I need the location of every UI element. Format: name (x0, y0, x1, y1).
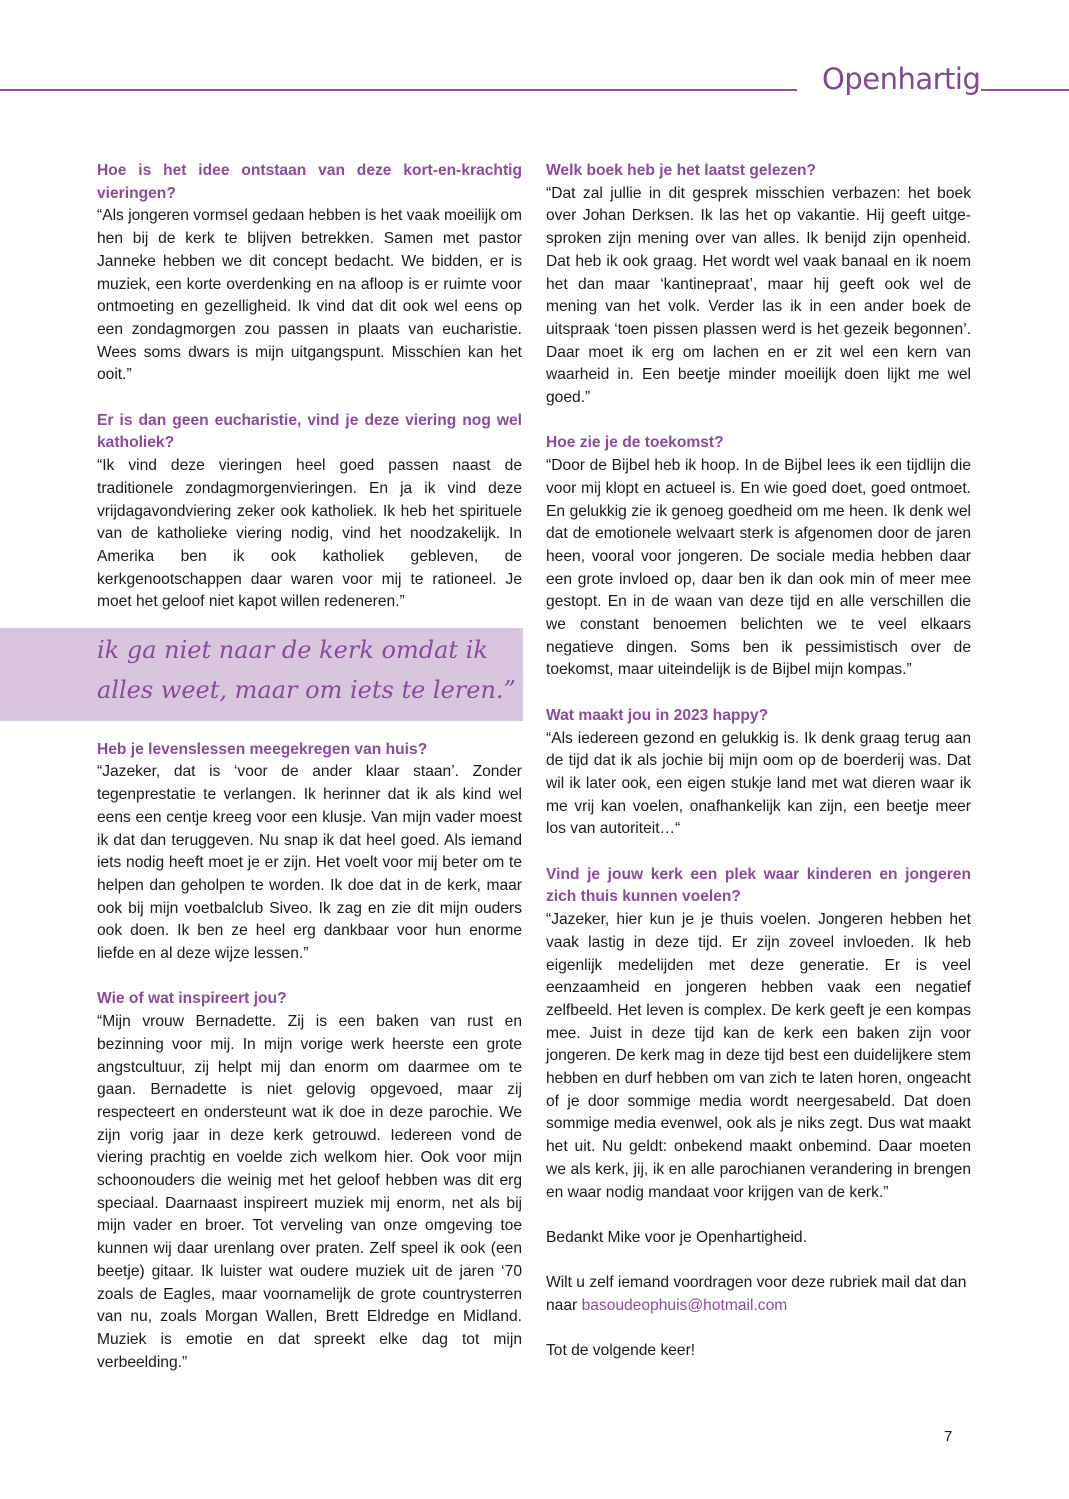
question-heading: Hoe zie je de toekomst? (546, 434, 724, 452)
qa-block (546, 160, 971, 410)
pull-quote-line: ik ga niet naar de kerk omdat ik (97, 636, 488, 664)
email-link[interactable]: basoudeophuis@hotmail.com (581, 1297, 788, 1315)
question-heading: Er is dan geen eucharistie, vind je deze viering nog wel katholiek? (97, 411, 522, 452)
qa-block (97, 410, 522, 614)
pull-quote-line: alles weet, maar om iets te leren.” (97, 676, 516, 704)
qa-block (97, 988, 522, 1374)
page-number: 7 (944, 1428, 953, 1445)
answer-text: “Dat zal jullie in dit gesprek misschien verbazen: het boek over Johan Derksen. Ik las het op vakantie. Hij geeft uitge-sproken zijn mening over van alles. Ik benijd zijn openheid. Dat heb ik ook graag. Het wordt wel vaak banaal en ik noem het dan maar ‘kantinepraat’, maar hij geeft ook wel de mening van het volk. Verder las ik in een ander boek de uitspraak ‘toen pissen plassen werd is het gezeik begonnen’. Daar moet ik erg om lachen en er zit wel een kern van waarheid in. Een beetje minder moeilijk doen lijkt me wel goed.” (546, 184, 971, 407)
answer-text: “Als jongeren vormsel gedaan hebben is het vaak moeilijk om hen bij de kerk te blijven betrekken. Samen met pastor Janneke hebben we dit concept bedacht. We bidden, er is muziek, een korte overdenking en na afloop is er ruimte voor ontmoeting en gezelligheid. Ik vind dat dit ook wel eens op een zondagmorgen zou passen in plaats van eucharistie. Wees soms dwars is mijn uitgangspunt. Misschien kan het ooit.” (97, 207, 522, 384)
answer-text: “Door de Bijbel heb ik hoop. In de Bijbel lees ik een tijdlijn die voor mij klopt en actueel is. En wie goed doet, goed ontmoet. En gelukkig zie ik genoeg goedheid om me heen. Ik denk wel dat de emotionele welvaart sterk is afgenomen door de jaren heen, vooral voor jongeren. De sociale media hebben daar een grote invloed op, daar ben ik dan ook min of meer mee gestopt. En in de waan van deze tijd en alle verschillen die we constant benoemen belichten we te veel elkaars negatieve dingen. Soms ben ik pessimistisch over de toekomst, maar uiteindelijk is de Bijbel mijn kompas.” (546, 457, 971, 679)
question-heading: Wat maakt jou in 2023 happy? (546, 706, 769, 724)
answer-text: “Als iedereen gezond en gelukkig is. Ik denk graag terug aan de tijd dat ik als jochie bij mijn oom op de boerderij was. Dat wil ik later ook, een eigen stukje land met wat dieren waar ik me vrij kan voelen, onafhankelijk kan zijn, een beetje meer los van autoriteit…“ (546, 729, 971, 838)
nominate-text: Wilt u zelf iemand voordragen voor deze rubriek mail dat dan naar (546, 1274, 967, 1315)
question-heading: Hoe is het idee ontstaan van deze kort-en-krachtig vieringen? (97, 162, 522, 202)
answer-text: “Jazeker, hier kun je je thuis voelen. Jongeren hebben het vaak lastig in deze tijd. Er zijn zoveel invloeden. Ik heb eigenlijk medelijden met deze generatie. Er is veel eenzaamheid en jongeren hebben vaak een negatief zelfbeeld. Het leven is complex. De kerk geeft je een kompas mee. Juist in deze tijd kan de kerk een baken zijn voor jongeren. De kerk mag in deze tijd best een duidelijkere stem hebben en durf hebben om van zich te laten horen, ongeacht of je door sommige media wordt neergesabeld. Dat doen sommige media evenwel, ook als je niks zegt. Dus wat maakt het uit. Nu geldt: onbekend maakt onbemind. Daar moeten we als kerk, jij, ik en alle parochianen verandering in brengen en waar nodig mandaat voor krijgen van de kerk.” (546, 911, 971, 1201)
thanks-text: Bedankt Mike voor je Openhartigheid. (546, 1228, 807, 1246)
section-title: Openhartig (822, 62, 981, 96)
question-heading: Welk boek heb je het laatst gelezen? (546, 162, 817, 179)
qa-block (97, 160, 522, 387)
question-heading: Heb je levenslessen meegekregen van huis? (97, 740, 428, 758)
nominate-paragraph (546, 1272, 971, 1317)
left-column (97, 160, 522, 1397)
answer-text: “Ik vind deze vieringen heel goed passen naast de traditionele zondagmorgenvieringen. En ja ik vind deze vrijdagavondviering zeker ook katholiek. Ik heb het spirituele van de katholieke viering nodig, vind het noodzakelijk. In Amerika ben ik ook katholiek gebleven, de kerkgenootschappen daar waren voor mij te rationeel. Je moet het geloof niet kapot willen redeneren.” (97, 457, 522, 611)
question-heading: Vind je jouw kerk een plek waar kinderen en jongeren zich thuis kunnen voelen? (546, 865, 971, 906)
answer-text: “Mijn vrouw Bernadette. Zij is een baken van rust en bezinning voor mij. In mijn vorige werk heerste een grote angstcultuur, zij helpt mij dan enorm om daarmee om te gaan. Bernadette is niet gelovig opgevoed, maar zij respecteert en ondersteunt wat ik doe in deze parochie. We zijn vorig jaar in deze kerk getrouwd. Iedereen vond de viering prachtig en voelde zich welkom hier. Ook voor mijn schoonouders die weinig met het geloof hebben was dit erg speciaal. Daarnaast inspireert muziek mij enorm, net als bij mijn vader en broer. Tot verveling van onze omgeving toe kunnen wij daar urenlang over praten. Zelf speel ik ook (een beetje) gitaar. Ik luister wat oudere muziek uit de jaren ‘70 zoals de Eagles, maar voornamelijk de grote countrysterren van nu, zoals Morgan Wallen, Brett Eldredge en Midland. Muziek is emotie en dat spreekt elke dag tot mijn verbeelding.” (97, 1013, 522, 1371)
qa-block (546, 432, 971, 682)
farewell-text: Tot de volgende keer! (546, 1342, 696, 1360)
pull-quote (97, 630, 517, 710)
right-column (546, 160, 971, 1386)
header-rule-right (981, 89, 1069, 91)
qa-block (546, 705, 971, 841)
qa-block (97, 739, 522, 966)
answer-text: “Jazeker, dat is ‘voor de ander klaar staan’. Zonder tegenprestatie te verlangen. Ik herinner dat ik als kind wel eens een centje kreeg voor een klusje. Van mijn vader moest ik dat dan teruggeven. Nu snap ik dat heel goed. Als iemand iets nodig heeft moet je er zijn. Het voelt voor mij beter om te helpen dan geholpen te worden. Ik doe dat in de kerk, maar ook bij mijn voetbalclub Siveo. Ik zag en zie dit mijn ouders ook doen. Ik ben ze heel erg dankbaar voor hun enorme liefde en al deze wijze lessen.” (97, 763, 522, 963)
header-rule-left (0, 89, 797, 91)
qa-block (546, 864, 971, 1205)
question-heading: Wie of wat inspireert jou? (97, 990, 287, 1008)
